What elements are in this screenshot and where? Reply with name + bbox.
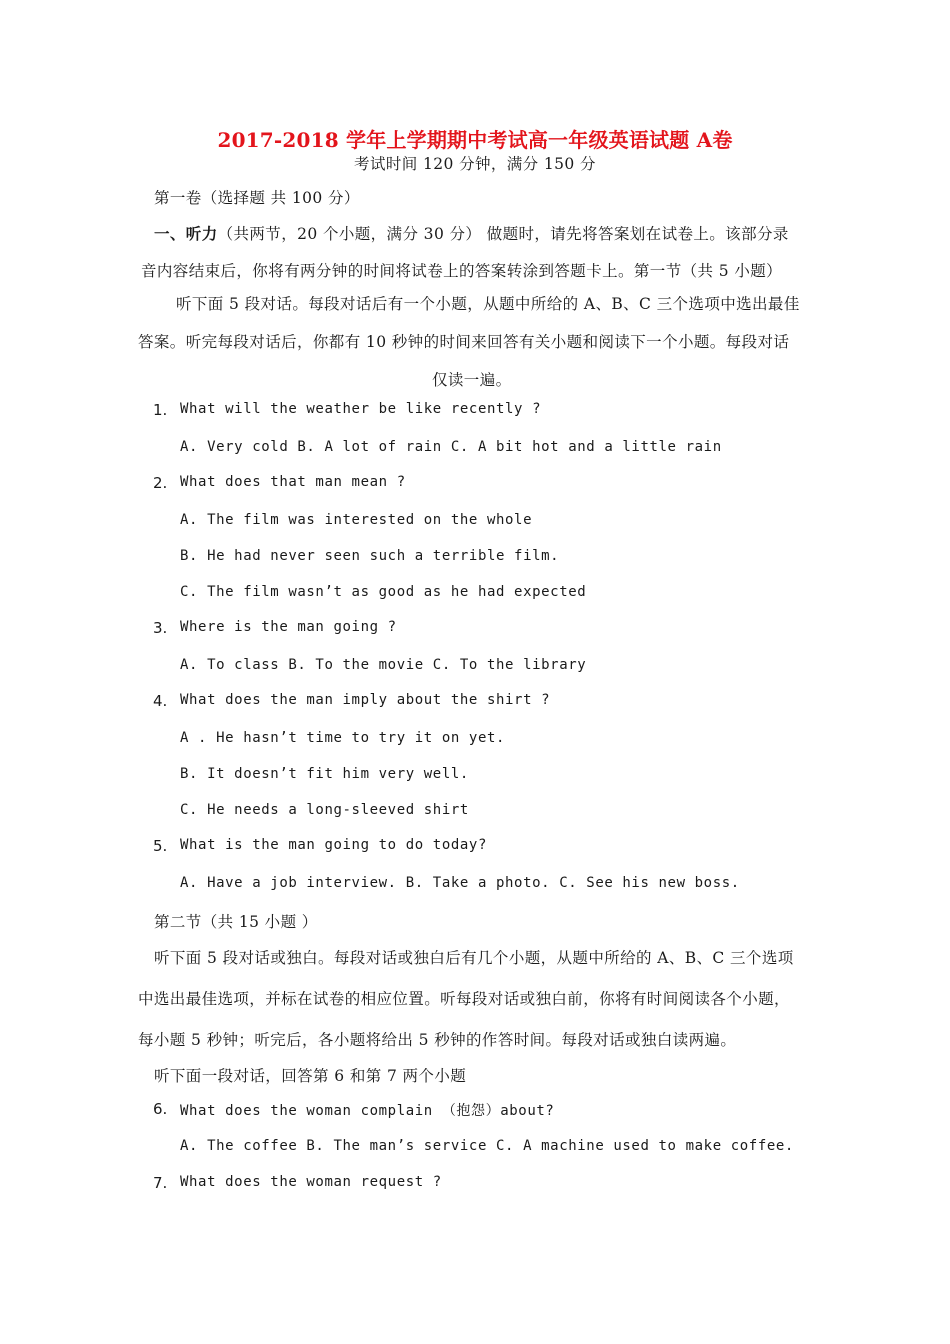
- question-text: What will the weather be like recently ?: [180, 401, 542, 417]
- question-text: What does that man mean ?: [180, 474, 406, 490]
- question-number: 4.: [153, 692, 168, 710]
- answer-option-a: A. The film was interested on the whole: [180, 512, 533, 528]
- listening-label: 一、听力: [154, 224, 218, 243]
- listening-intro-text: （共两节，20 个小题，满分 30 分） 做题时，请先将答案划在试卷上。该部分录: [217, 225, 789, 243]
- question-text: Where is the man going ?: [180, 619, 397, 635]
- question-number: 6.: [153, 1100, 168, 1118]
- section1-instructions-line3: 仅读一遍。: [432, 371, 512, 389]
- answer-options: A. The coffee B. The man’s service C. A machine used to make coffee.: [180, 1138, 794, 1154]
- section1-instructions-line2: 答案。听完每段对话后，你都有 10 秒钟的时间来回答有关小题和阅读下一个小题。每段对话: [138, 333, 790, 351]
- listening-intro-line1: [154, 222, 789, 244]
- question-number: 7.: [153, 1174, 168, 1192]
- answer-options: A. To class B. To the movie C. To the library: [180, 657, 587, 673]
- question-text: What does the man imply about the shirt ?: [180, 692, 551, 708]
- question-number: 5.: [153, 837, 168, 855]
- question-text: What does the woman complain （抱怨）about?: [180, 1103, 555, 1119]
- answer-option-b: B. He had never seen such a terrible film.: [180, 548, 560, 564]
- exam-subtitle: 考试时间 120 分钟，满分 150 分: [354, 155, 596, 173]
- question-number: 2.: [153, 474, 168, 492]
- answer-option-a: A . He hasn’t time to try it on yet.: [180, 730, 506, 746]
- answer-option-c: C. He needs a long-sleeved shirt: [180, 802, 469, 818]
- question-text: What is the man going to do today?: [180, 837, 487, 853]
- exam-title: 2017-2018 学年上学期期中考试高一年级英语试题 A卷: [217, 128, 733, 152]
- question-text: What does the woman request ?: [180, 1174, 442, 1190]
- section2-instructions-line1: 听下面 5 段对话或独白。每段对话或独白后有几个小题，从题中所给的 A、B、C 三个选项: [154, 949, 794, 967]
- answer-option-c: C. The film wasn’t as good as he had expected: [180, 584, 587, 600]
- section2-heading: 第二节（共 15 小题 ）: [154, 913, 318, 931]
- answer-option-b: B. It doesn’t fit him very well.: [180, 766, 469, 782]
- answer-options: A. Have a job interview. B. Take a photo. C. See his new boss.: [180, 875, 740, 891]
- section2-instructions-line3: 每小题 5 秒钟；听完后，各小题将给出 5 秒钟的作答时间。每段对话或独白读两遍。: [138, 1031, 737, 1049]
- answer-options: A. Very cold B. A lot of rain C. A bit hot and a little rain: [180, 439, 722, 455]
- section1-instructions-line1: 听下面 5 段对话。每段对话后有一个小题，从题中所给的 A、B、C 三个选项中选出最佳: [176, 295, 800, 313]
- part1-heading: 第一卷（选择题 共 100 分）: [154, 189, 360, 207]
- section2-instructions-line2: 中选出最佳选项，并标在试卷的相应位置。听每段对话或独白前，你将有时间阅读各个小题，: [138, 990, 790, 1008]
- listening-intro-line2: 音内容结束后，你将有两分钟的时间将试卷上的答案转涂到答题卡上。第一节（共 5 小题）: [141, 262, 783, 280]
- question-number: 3.: [153, 619, 168, 637]
- dialogue-intro: 听下面一段对话，回答第 6 和第 7 两个小题: [154, 1067, 467, 1085]
- question-number: 1.: [153, 401, 168, 419]
